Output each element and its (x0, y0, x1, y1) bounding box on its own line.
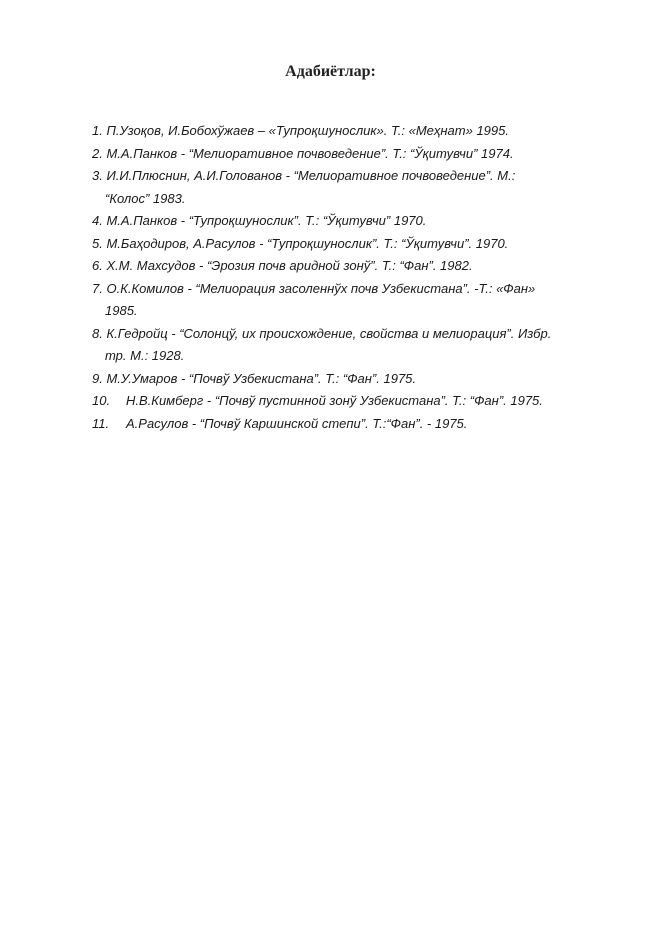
reference-continuation: “Колос” 1983. (105, 190, 186, 206)
reference-item (92, 390, 632, 413)
reference-item (92, 210, 632, 233)
reference-text: К.Гедройц - “Солонцў, их происхождение, свойства и мелиорация”. Избр. (106, 325, 552, 341)
reference-item (92, 120, 632, 143)
reference-text: Н.В.Кимберг - “Почвў пустинной зонў Узбекистана”. Т.: “Фан”. 1975. (126, 393, 543, 408)
reference-text: Х.М. Махсудов - “Эрозия почв аридной зонў”. Т.: “Фан”. 1982. (106, 258, 473, 273)
reference-number: 1. (92, 123, 103, 138)
reference-text: М.А.Панков - “Тупроқшунослик”. Т.: “Ўқитувчи” 1970. (106, 213, 427, 228)
reference-item (92, 143, 632, 166)
reference-number: 6. (92, 258, 103, 273)
reference-item (92, 165, 632, 210)
reference-item (92, 233, 632, 256)
reference-number: 8. (92, 325, 103, 341)
reference-number: 3. (92, 168, 103, 183)
reference-number: 2. (92, 145, 103, 161)
reference-continuation: 1985. (105, 303, 138, 318)
reference-number: 10. (92, 393, 111, 408)
reference-item (92, 323, 632, 368)
reference-number: 9. (92, 370, 103, 386)
references-heading: Адабиётлар: (285, 63, 376, 80)
reference-number: 11. (92, 415, 110, 431)
reference-item (92, 413, 632, 436)
reference-text: М.У.Умаров - “Почвў Узбекистана”. Т.: “Фан”. 1975. (106, 370, 417, 386)
reference-number: 4. (92, 213, 103, 228)
reference-item (92, 255, 632, 278)
reference-item (92, 278, 632, 323)
reference-text: М.А.Панков - “Мелиоративное почвоведение”. Т.: “Ўқитувчи” 1974. (106, 145, 514, 161)
reference-text: П.Узоқов, И.Бобохўжаев – «Тупроқшунослик». Т.: «Меҳнат» 1995. (106, 123, 509, 138)
reference-continuation: тр. М.: 1928. (105, 348, 185, 363)
reference-number: 7. (92, 280, 103, 296)
reference-number: 5. (92, 235, 103, 251)
reference-text: М.Баҳодиров, А.Расулов - “Тупроқшунослик”. Т.: “Ўқитувчи”. 1970. (106, 235, 509, 251)
reference-text: О.К.Комилов - “Мелиорация засоленнўх почв Узбекистана”. -Т.: «Фан» (106, 280, 536, 296)
reference-item (92, 368, 632, 391)
reference-text: А.Расулов - “Почвў Каршинской степи”. Т.:“Фан”. - 1975. (126, 415, 468, 431)
references-list (92, 120, 632, 435)
reference-text: И.И.Плюснин, А.И.Голованов - “Мелиоративное почвоведение”. М.: (106, 168, 516, 183)
